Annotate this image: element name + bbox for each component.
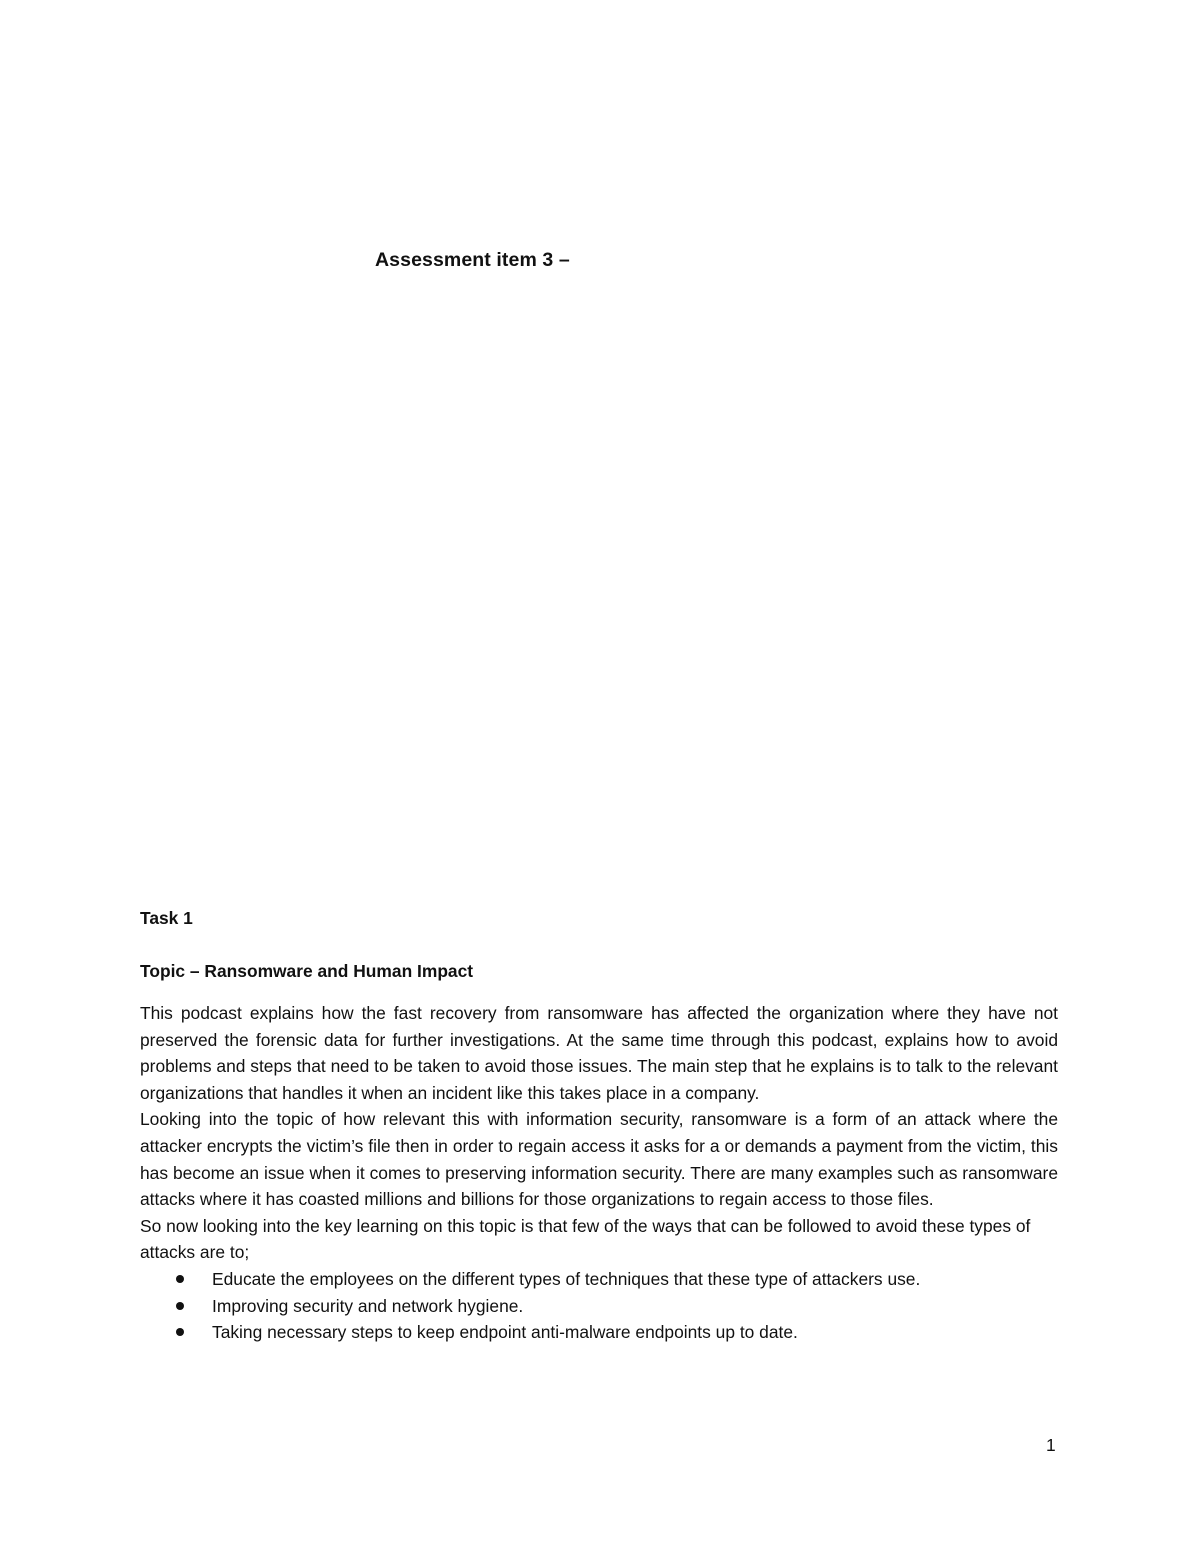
list-item bbox=[140, 1293, 1058, 1320]
bullet-icon bbox=[176, 1275, 184, 1283]
page-number: 1 bbox=[1046, 1435, 1056, 1455]
list-item bbox=[140, 1319, 1058, 1346]
list-item-text: Taking necessary steps to keep endpoint anti-malware endpoints up to date. bbox=[212, 1322, 798, 1343]
list-item-text: Educate the employees on the different types of techniques that these type of attackers use. bbox=[212, 1268, 921, 1289]
body-paragraph: Looking into the topic of how relevant this with information security, ransomware is a form of an attack where the attacker encrypts the victim’s file then in order to regain access it asks for a or demands a payment from the victim, this has become an issue when it comes to preserving information security. There are many examples such as ransomware attacks where it has coasted millions and billions for those organizations to regain access to those files. bbox=[140, 1109, 1058, 1210]
document-body bbox=[140, 905, 1058, 1346]
bullet-list bbox=[140, 1266, 1058, 1346]
task-heading: Task 1 bbox=[140, 908, 193, 928]
page-title: Assessment item 3 – bbox=[375, 249, 570, 271]
list-item bbox=[140, 1266, 1058, 1293]
bullet-icon bbox=[176, 1328, 184, 1336]
body-paragraph: This podcast explains how the fast recovery from ransomware has affected the organization where they have not preserved the forensic data for further investigations. At the same time through this podcast, explains how to avoid problems and steps that need to be taken to avoid those issues. The main step that he explains is to talk to the relevant organizations that handles it when an incident like this takes place in a company. bbox=[140, 1003, 1058, 1103]
body-paragraph: So now looking into the key learning on this topic is that few of the ways that can be followed to avoid these types of attacks are to; bbox=[140, 1215, 1031, 1263]
topic-heading: Topic – Ransomware and Human Impact bbox=[140, 961, 474, 981]
bullet-icon bbox=[176, 1302, 184, 1310]
list-item-text: Improving security and network hygiene. bbox=[212, 1295, 524, 1316]
